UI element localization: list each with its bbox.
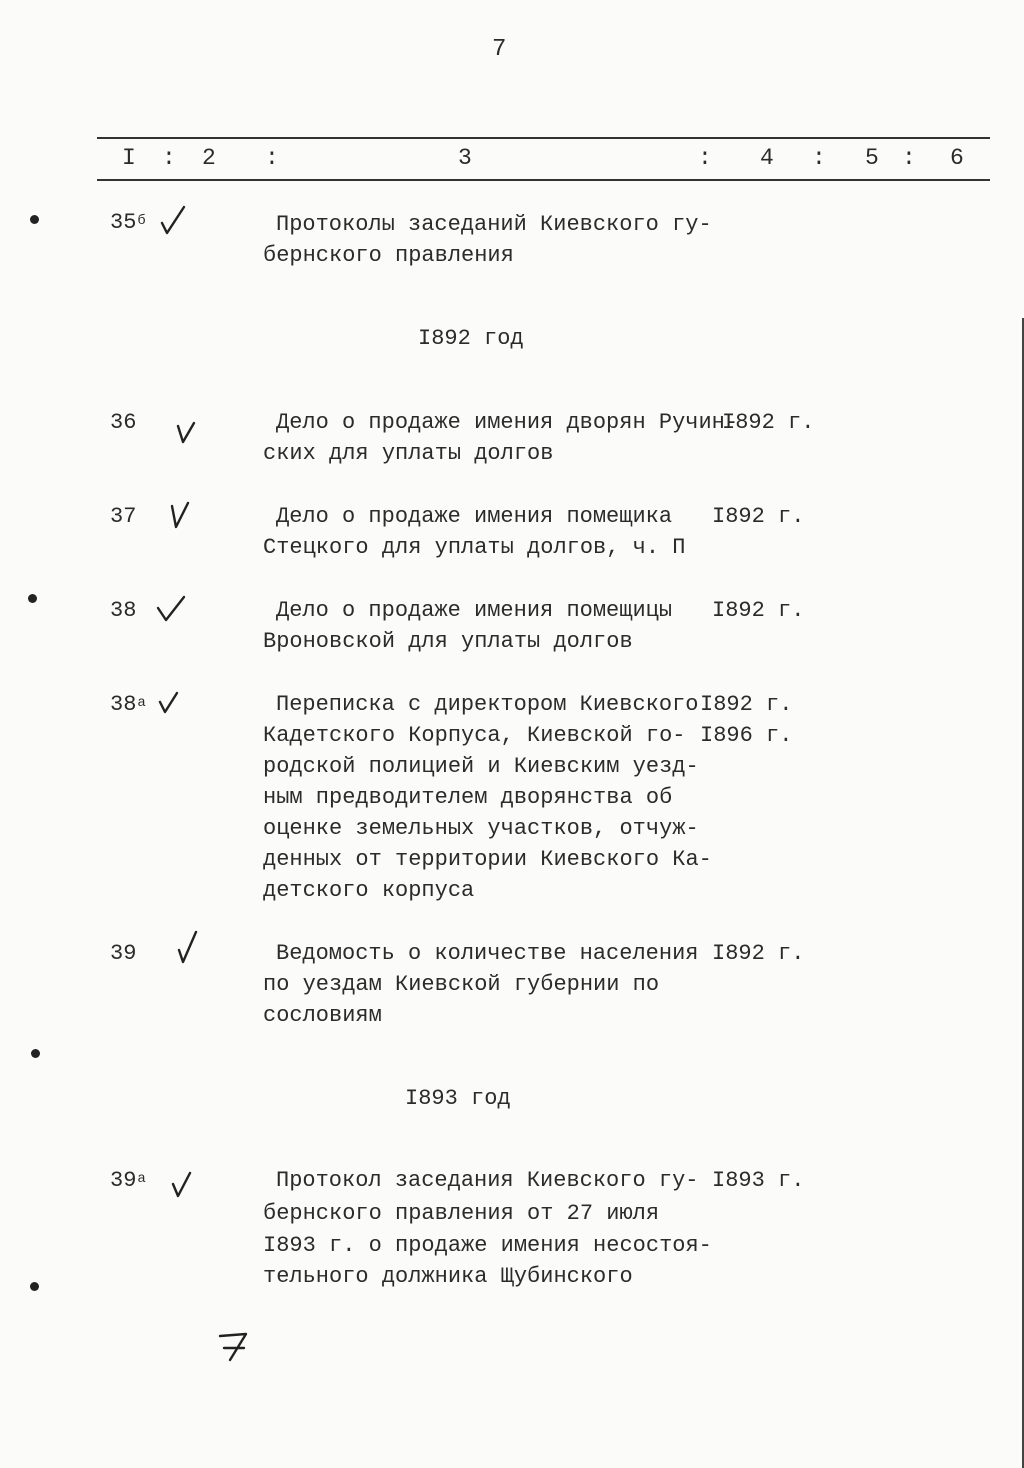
column-header-6: 6 [950, 145, 964, 171]
binding-hole-mark [28, 594, 37, 603]
checkmark-icon [174, 420, 198, 446]
entry-description-line: оценке земельных участков, отчуж- [263, 816, 699, 841]
entry-description-line: Дело о продаже имения дворян Ручин- [276, 410, 739, 435]
checkmark-icon [157, 690, 181, 716]
entry-description-line: Дело о продаже имения помещицы [276, 598, 673, 623]
entry-description-line: ских для уплаты долгов [263, 441, 554, 466]
entry-number: $35^б$ [110, 210, 146, 235]
entry-number: $38^а$ [110, 692, 146, 717]
checkmark-icon [158, 203, 188, 237]
column-separator: : [812, 145, 826, 171]
entry-year: I893 г. [712, 1168, 805, 1193]
entry-description-line: родской полицией и Киевским уезд- [263, 754, 699, 779]
entry-number: 38 [110, 598, 137, 623]
entry-year: I892 г. [712, 941, 805, 966]
entry-description-line: Стецкого для уплаты долгов, ч. П [263, 535, 686, 560]
entry-description-line: ным предводителем дворянства об [263, 785, 673, 810]
checkmark-icon [168, 500, 192, 530]
entry-description-line: бернского правления [263, 243, 514, 268]
binding-hole-mark [30, 1282, 39, 1291]
entry-year: I892 г. [700, 692, 793, 717]
entry-description-line: денных от территории Киевского Ка- [263, 847, 712, 872]
column-header-5: 5 [865, 145, 879, 171]
entry-description-line: Протоколы заседаний Киевского гу- [276, 212, 712, 237]
entry-description-line: сословиям [263, 1003, 382, 1028]
column-header-1: I [122, 145, 136, 171]
header-bottom-rule [97, 179, 990, 181]
year-heading: I892 год [418, 326, 524, 351]
entry-description-line: Дело о продаже имения помещика [276, 504, 673, 529]
entry-number: 37 [110, 504, 137, 529]
entry-description-line: Ведомость о количестве населения [276, 941, 699, 966]
entry-year: I892 г. [712, 598, 805, 623]
header-top-rule [97, 137, 990, 139]
entry-description-line: Переписка с директором Киевского [276, 692, 699, 717]
column-header-3: 3 [458, 145, 472, 171]
column-separator: : [902, 145, 916, 171]
binding-hole-mark [30, 215, 39, 224]
column-separator: : [698, 145, 712, 171]
column-header-2: 2 [202, 145, 216, 171]
entry-description-line: бернского правления от 27 июля [263, 1201, 660, 1226]
page-number: 7 [492, 36, 507, 63]
entry-description-line: Протокол заседания Киевского гу- [276, 1168, 699, 1193]
entry-year: I896 г. [700, 723, 793, 748]
entry-description-line: детского корпуса [263, 878, 475, 903]
entry-year: I892 г. [722, 410, 815, 435]
entry-number: $39^а$ [110, 1168, 146, 1193]
checkmark-icon [170, 1170, 194, 1200]
entry-description-line: I893 г. о продаже имения несостоя- [263, 1233, 712, 1258]
binding-hole-mark [31, 1049, 40, 1058]
checkmark-icon [155, 594, 187, 624]
column-separator: : [162, 145, 176, 171]
entry-year: I892 г. [712, 504, 805, 529]
entry-number: 36 [110, 410, 137, 435]
column-separator: : [265, 145, 279, 171]
column-header-4: 4 [760, 145, 774, 171]
entry-description-line: Вроновской для уплаты долгов [263, 629, 633, 654]
handwritten-mark [214, 1326, 254, 1366]
entry-number: 39 [110, 941, 137, 966]
entry-description-line: Кадетского Корпуса, Киевской го- [263, 723, 686, 748]
checkmark-icon [176, 930, 200, 966]
entry-description-line: тельного должника Щубинского [263, 1264, 633, 1289]
entry-description-line: по уездам Киевской губернии по [263, 972, 660, 997]
year-heading: I893 год [405, 1086, 511, 1111]
